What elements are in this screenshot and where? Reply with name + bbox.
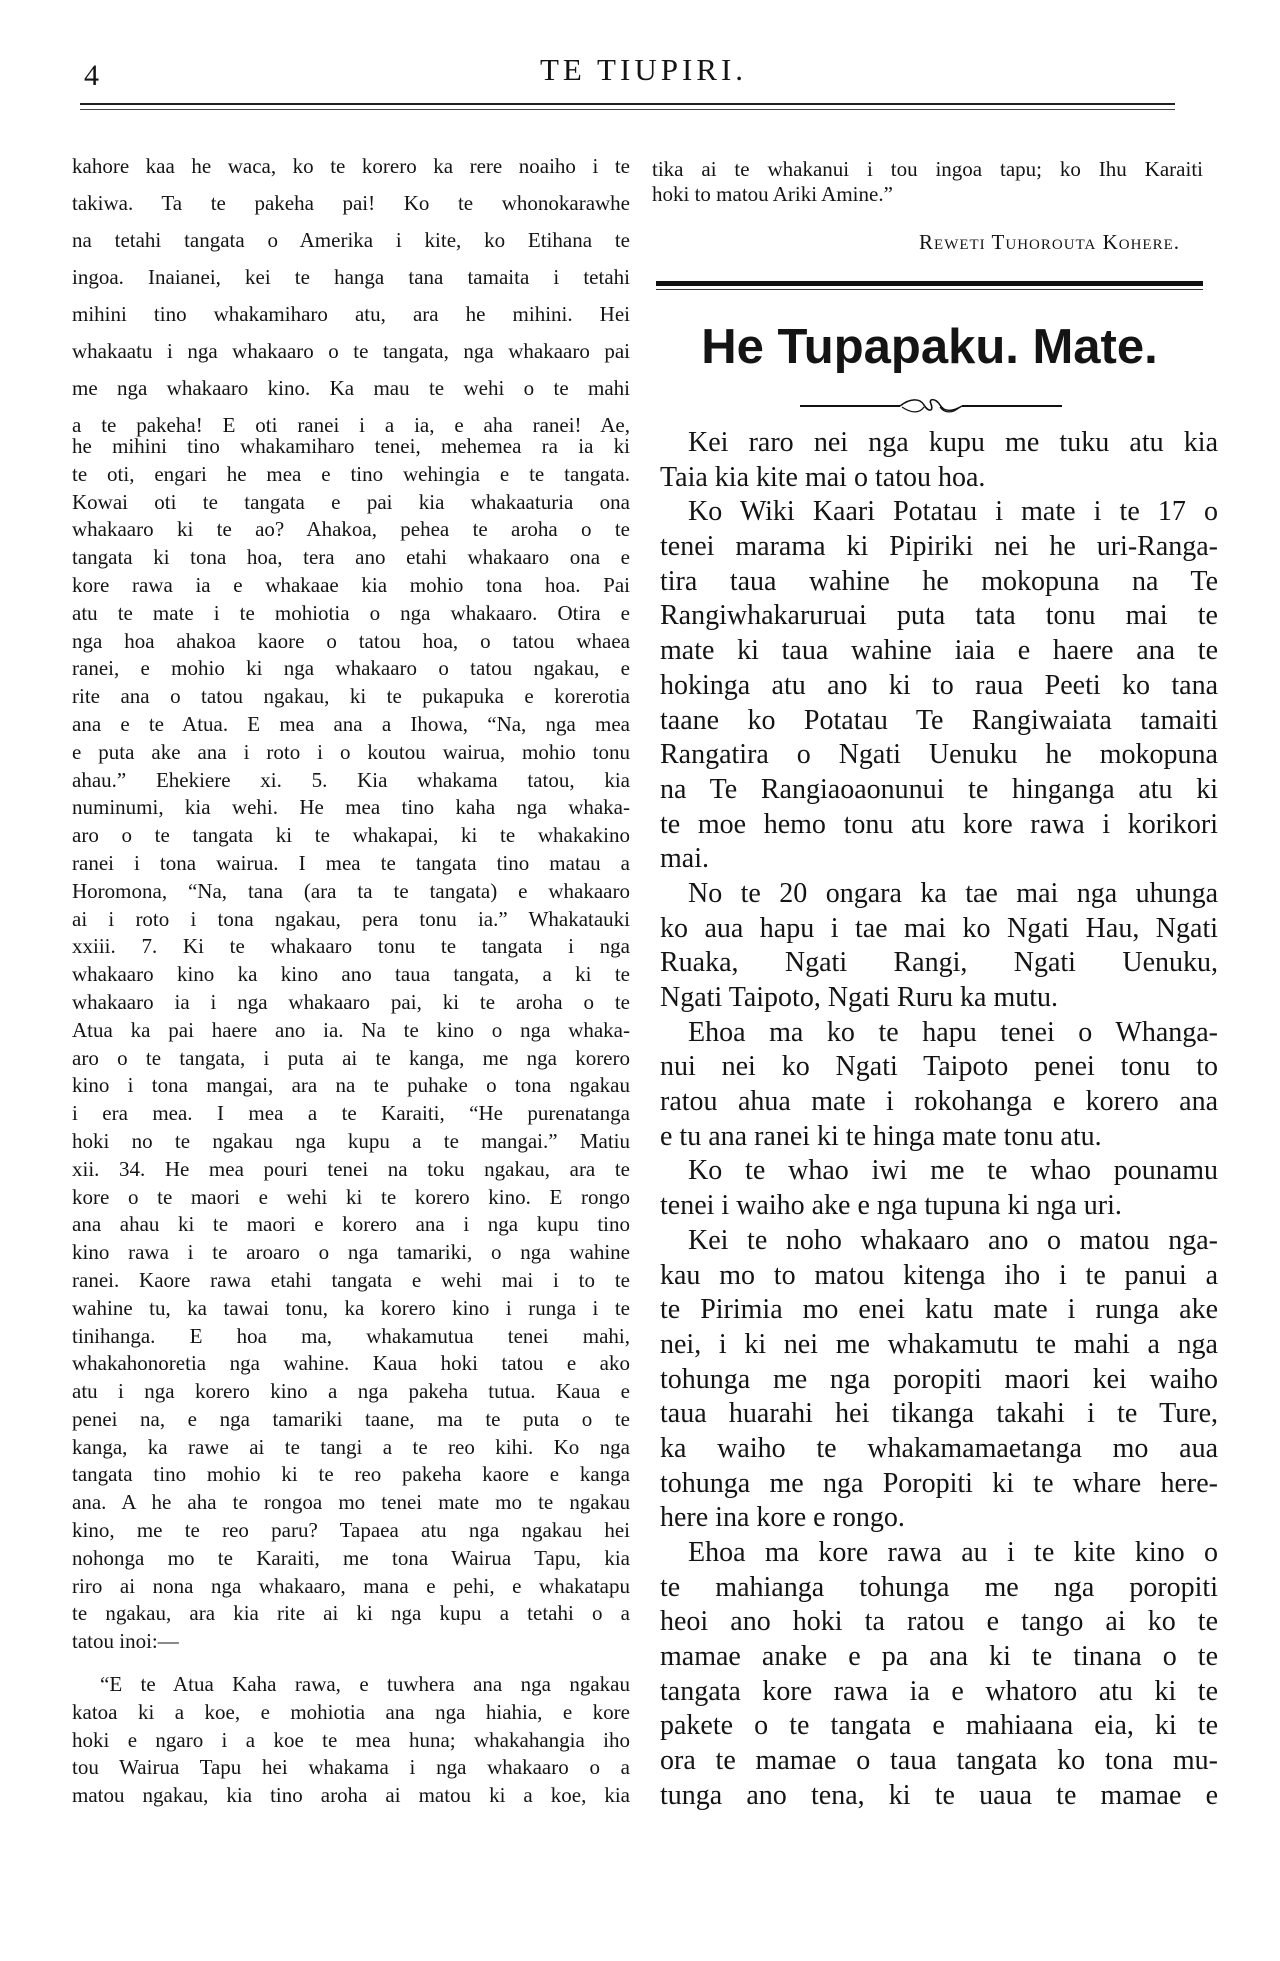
- text-line: ingoa. Inaianei, kei te hanga tana tamaita i tetahi: [72, 265, 630, 289]
- text-line: pakete o te tangata e mahiaana eia, ki te: [660, 1710, 1218, 1742]
- text-line: ko aua hapu i tae mai ko Ngati Hau, Ngati: [660, 912, 1218, 944]
- text-line: mamae anake e pa ana ki te tinana o te: [660, 1641, 1218, 1673]
- text-line: Ehoa ma kore rawa au i te kite kino o: [688, 1537, 1218, 1568]
- text-line: riro ai nona nga whakaaro, mana e pehi, e whakatapu: [72, 1573, 630, 1598]
- text-line: na tetahi tangata o Amerika i kite, ko Etihana te: [72, 228, 630, 252]
- text-line: ranei i tona wairua. I mea te tangata tino matau a: [72, 850, 630, 875]
- text-line: mate ki taua wahine iaia e haere ana te: [660, 635, 1218, 667]
- text-line: mai.: [660, 843, 709, 875]
- text-line: penei na, e nga tamariki taane, ma te puta o te: [72, 1406, 630, 1431]
- text-line: hoki e ngaro i a koe te mea huna; whakahangia iho: [72, 1727, 630, 1752]
- text-line: kahore kaa he waca, ko te korero ka rere noaiho i te: [72, 154, 630, 178]
- paragraph: [660, 1224, 1218, 1536]
- text-line: tou Wairua Tapu hei whakama i nga whakaaro o a: [72, 1755, 630, 1780]
- section-divider: [656, 281, 1203, 286]
- text-line: tenei i waiho ake e nga tupuna ki nga uri.: [660, 1190, 1122, 1222]
- text-line: here ina kore e rongo.: [660, 1502, 905, 1534]
- text-line: mihini tino whakamiharo atu, ara he mihini. Hei: [72, 302, 630, 326]
- text-line: a te pakeha! E oti ranei i a ia, e aha ranei! Ae,: [72, 413, 630, 437]
- text-line: e puta ake ana i roto i o koutou wairua, mohio tonu: [72, 739, 630, 764]
- text-line: “E te Atua Kaha rawa, e tuwhera ana nga ngakau: [100, 1672, 630, 1696]
- text-line: Horomona, “Na, tana (ara ta te tangata) e whakaaro: [72, 878, 630, 903]
- text-line: kino, me te reo paru? Tapaea atu nga ngakau hei: [72, 1518, 630, 1543]
- text-line: kino i tona mangai, ara na te puhake o tona ngakau: [72, 1073, 630, 1098]
- text-line: tohunga me nga Poropiti ki te whare here-: [660, 1467, 1218, 1499]
- text-line: na Te Rangiaoaonunui te hinganga atu ki: [660, 773, 1218, 805]
- left-column-opening: [72, 148, 630, 444]
- text-line: tangata ki tona hoa, tera ano etahi whakaaro ona e: [72, 545, 630, 570]
- text-line: Ko Wiki Kaari Potatau i mate i te 17 o: [688, 496, 1218, 528]
- text-line: Kei raro nei nga kupu me tuku atu kia: [688, 427, 1218, 458]
- text-line: matou ngakau, kia tino aroha ai matou ki a koe, kia: [72, 1783, 630, 1808]
- text-line: te mahianga tohunga me nga poropiti: [660, 1571, 1218, 1603]
- author-signature: Reweti Tuhorouta Kohere.: [919, 230, 1180, 254]
- text-line: wahine tu, ka tawai tonu, ka korero kino i runga i te: [72, 1295, 630, 1320]
- text-line: atu i nga korero kino a nga pakeha tutua. Kaua e: [72, 1379, 630, 1404]
- text-line: e tu ana ranei ki te hinga mate tonu atu.: [660, 1120, 1102, 1152]
- text-line: nga hoa ahakoa kaore o tatou hoa, o tatou whaea: [72, 628, 630, 653]
- text-line: Kei te noho whakaaro ano o matou nga-: [688, 1224, 1218, 1256]
- text-line: he mihini tino whakamiharo tenei, mehemea ra ia ki: [72, 434, 630, 458]
- ornament-divider-icon: [800, 396, 1062, 414]
- text-line: whakahonoretia nga wahine. Kaua hoki tatou e ako: [72, 1351, 630, 1376]
- left-column-body: [72, 433, 630, 1656]
- text-line: taua huarahi hei tikanga takahi i te Ture,: [660, 1398, 1218, 1430]
- text-line: nei, i ki nei me whakamutu te mahi a nga: [660, 1328, 1218, 1360]
- text-line: te oti, engari he mea e tino wehingia e te tangata.: [72, 461, 630, 486]
- text-line: nui nei ko Ngati Taipoto penei tonu to: [660, 1051, 1218, 1083]
- paragraph: [660, 1154, 1218, 1223]
- text-line: ranei. Kaore rawa etahi tangata e wehi mai i to te: [72, 1267, 630, 1292]
- text-line: ana. A he aha te rongoa mo tenei mate mo te ngakau: [72, 1490, 630, 1515]
- text-line: Rangiwhakaruruai puta tata tonu mai te: [660, 600, 1218, 632]
- paragraph: [660, 1536, 1218, 1814]
- text-line: tinihanga. E hoa ma, whakamutua tenei mahi,: [72, 1323, 630, 1348]
- text-line: hokinga atu ano ki to raua Peeti ko tana: [660, 669, 1218, 701]
- text-line: ahau.” Ehekiere xi. 5. Kia whakama tatou, kia: [72, 767, 630, 792]
- text-line: ora te mamae o taua tangata ko tona mu-: [660, 1745, 1218, 1777]
- obituary-article: [660, 426, 1218, 1814]
- header-rule: [80, 103, 1175, 105]
- text-line: takiwa. Ta te pakeha pai! Ko te whonokarawhe: [72, 191, 630, 215]
- text-line: hoki no te ngakau nga kupu a te mangai.” Matiu: [72, 1128, 630, 1153]
- text-line: tenei marama ki Pipiriki nei he uri-Ranga-: [660, 531, 1218, 563]
- paragraph: [660, 877, 1218, 1016]
- text-line: Ko te whao iwi me te whao pounamu: [688, 1155, 1218, 1187]
- article-headline: He Tupapaku. Mate.: [701, 320, 1158, 374]
- text-line: rite ana o tatou ngakau, ki te pukapuka e korerotia: [72, 684, 630, 709]
- text-line: Kowai oti te tangata e pai kia whakaaturia ona: [72, 489, 630, 514]
- text-line: ana e te Atua. E mea ana a Ihowa, “Na, nga mea: [72, 711, 630, 736]
- paragraph: [660, 426, 1218, 495]
- text-line: heoi ano hoki ta ratou e tango ai ko te: [660, 1606, 1218, 1638]
- text-line: taane ko Potatau Te Rangiwaiata tamaiti: [660, 704, 1218, 736]
- text-line: tangata tino mohio ki te reo pakeha kaore e kanga: [72, 1462, 630, 1487]
- text-line: whakaaro ia i nga whakaaro pai, ki te aroha o te: [72, 989, 630, 1014]
- text-line: Taia kia kite mai o tatou hoa.: [660, 461, 986, 493]
- text-line: ranei, e mohio ki nga whakaaro o tatou ngakau, e: [72, 656, 630, 681]
- text-line: Rangatira o Ngati Uenuku he mokopuna: [660, 739, 1218, 771]
- text-line: kau mo to matou kitenga iho i te panui a: [660, 1259, 1218, 1291]
- text-line: Atua ka pai haere ano ia. Na te kino o nga whaka-: [72, 1017, 630, 1042]
- text-line: me nga whakaaro kino. Ka mau te wehi o te mahi: [72, 376, 630, 400]
- paragraph: [660, 1016, 1218, 1155]
- text-line: hoki to matou Ariki Amine.”: [652, 182, 893, 206]
- text-line: ratou ahua mate i rokohanga e korero ana: [660, 1086, 1218, 1118]
- section-divider-thin: [656, 289, 1203, 290]
- text-line: aro o te tangata, i puta ai te kanga, me nga korero: [72, 1045, 630, 1070]
- text-line: ka waiho te whakamamaetanga mo aua: [660, 1432, 1218, 1464]
- text-line: tangata kore rawa ia e whatoro atu ki te: [660, 1675, 1218, 1707]
- text-line: nohonga mo te Karaiti, me tona Wairua Tapu, kia: [72, 1545, 630, 1570]
- text-line: Ehoa ma ko te hapu tenei o Whanga-: [688, 1016, 1218, 1048]
- text-line: No te 20 ongara ka tae mai nga uhunga: [688, 877, 1218, 909]
- text-line: kanga, ka rawe ai te tangi a te reo kihi. Ko nga: [72, 1434, 630, 1459]
- text-line: i era mea. I mea a te Karaiti, “He purenatanga: [72, 1101, 630, 1126]
- header-rule-thin: [80, 109, 1175, 110]
- text-line: whakaaro kino ka kino ano taua tangata, a ki te: [72, 962, 630, 987]
- text-line: Ngati Taipoto, Ngati Ruru ka mutu.: [660, 982, 1059, 1013]
- text-line: tohunga me nga poropiti maori kei waiho: [660, 1363, 1218, 1395]
- text-line: tira taua wahine he mokopuna na Te: [660, 565, 1218, 597]
- text-line: kore o te maori e wehi ki te korero kino. E rongo: [72, 1184, 630, 1209]
- text-line: te Pirimia mo enei katu mate i runga ake: [660, 1294, 1218, 1326]
- text-line: ana ahau ki te maori e korero ana i nga kupu tino: [72, 1212, 630, 1237]
- text-line: xxiii. 7. Ki te whakaaro tonu te tangata i nga: [72, 934, 630, 959]
- text-line: te ngakau, ara kia rite ai ki nga kupu a tetahi o a: [72, 1601, 630, 1626]
- text-line: atu te mate i te mohiotia o nga whakaaro. Otira e: [72, 600, 630, 625]
- text-line: Ruaka, Ngati Rangi, Ngati Uenuku,: [660, 947, 1218, 979]
- text-line: ai i roto i tona ngakau, pera tonu ia.” Whakatauki: [72, 906, 630, 931]
- text-line: xii. 34. He mea pouri tenei na toku ngakau, ara te: [72, 1156, 630, 1181]
- text-line: aro o te tangata ki te whakapai, ki te whakakino: [72, 823, 630, 848]
- text-line: whakaaro ki te ao? Ahakoa, pehea te aroha o te: [72, 517, 630, 542]
- text-line: whakaatu i nga whakaaro o te tangata, nga whakaaro pai: [72, 339, 630, 363]
- text-line: katoa ki a koe, e mohiotia ana nga hiahia, e kore: [72, 1699, 630, 1724]
- text-line: tatou inoi:—: [72, 1629, 179, 1654]
- text-line: tunga ano tena, ki te uaua te mamae e: [660, 1779, 1218, 1811]
- paragraph: [660, 495, 1218, 877]
- text-line: numinumi, kia wehi. He mea tino kaha nga whaka-: [72, 795, 630, 820]
- text-line: kino rawa i te aroaro o nga tamariki, o nga wahine: [72, 1240, 630, 1265]
- prayer-ending: [652, 157, 1203, 207]
- text-line: tika ai te whakanui i tou ingoa tapu; ko Ihu Karaiti: [652, 157, 1203, 181]
- text-line: te moe hemo tonu atu kore rawa i korikori: [660, 808, 1218, 840]
- text-line: kore rawa ia e whakaae kia mohio tona hoa. Pai: [72, 572, 630, 597]
- newspaper-title: TE TIUPIRI.: [540, 52, 748, 87]
- left-column-prayer: [72, 1671, 630, 1810]
- page-number: 4: [84, 59, 99, 92]
